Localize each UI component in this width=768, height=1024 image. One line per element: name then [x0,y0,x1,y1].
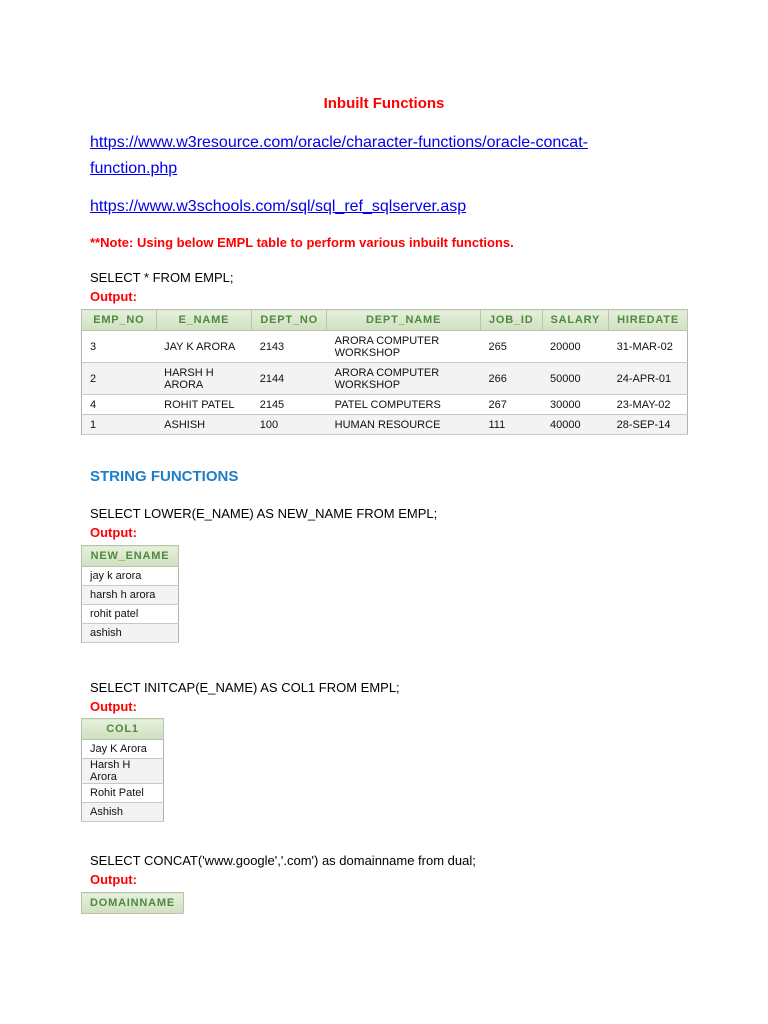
table-header-row [82,546,179,567]
table-cell: 4 [82,395,157,415]
table-cell: 50000 [542,363,609,395]
table-cell: Ashish [82,803,164,822]
table-header-row [82,893,184,914]
table-cell: JAY K ARORA [156,331,252,363]
table-cell: ARORA COMPUTER WORKSHOP [327,331,481,363]
output-label: Output: [90,289,137,304]
table-row [82,586,179,605]
w3schools-link[interactable]: https://www.w3schools.com/sql/sql_ref_sqlserver.asp [90,198,467,215]
table-cell: 265 [480,331,542,363]
output-label: Output: [90,699,137,714]
table-row [82,740,164,759]
column-header: E_NAME [156,310,252,331]
output-label: Output: [90,872,137,887]
query-initcap: SELECT INITCAP(E_NAME) AS COL1 FROM EMPL; [90,680,400,695]
table-header-row [82,310,688,331]
column-header: NEW_ENAME [82,546,179,567]
table-cell: 2143 [252,331,327,363]
table-row [82,415,688,435]
column-header: DOMAINNAME [82,893,184,914]
table-cell: 30000 [542,395,609,415]
section-heading: STRING FUNCTIONS [90,468,239,485]
table-cell: 31-MAR-02 [609,331,688,363]
page-title: Inbuilt Functions [323,95,445,112]
column-header: SALARY [542,310,609,331]
table-cell: 1 [82,415,157,435]
table-cell: ARORA COMPUTER WORKSHOP [327,363,481,395]
note-text: **Note: Using below EMPL table to perform various inbuilt functions. [90,235,514,250]
table-cell: 40000 [542,415,609,435]
table-cell: Rohit Patel [82,784,164,803]
column-header: HIREDATE [609,310,688,331]
query-concat: SELECT CONCAT('www.google','.com') as domainname from dual; [90,853,476,868]
table-cell: 100 [252,415,327,435]
table-cell: ROHIT PATEL [156,395,252,415]
table-cell: ASHISH [156,415,252,435]
table-row [82,624,179,643]
table-cell: ashish [82,624,179,643]
table-cell: 24-APR-01 [609,363,688,395]
concat-output-table [81,892,184,914]
table-cell: jay k arora [82,567,179,586]
table-cell: 3 [82,331,157,363]
table-cell: 20000 [542,331,609,363]
table-row [82,605,179,624]
table-cell: HUMAN RESOURCE [327,415,481,435]
table-cell: 2144 [252,363,327,395]
table-cell: rohit patel [82,605,179,624]
table-row [82,331,688,363]
table-cell: 2145 [252,395,327,415]
column-header: EMP_NO [82,310,157,331]
table-row [82,567,179,586]
table-row [82,803,164,822]
table-cell: 267 [480,395,542,415]
table-row [82,784,164,803]
table-row [82,395,688,415]
query-lower: SELECT LOWER(E_NAME) AS NEW_NAME FROM EMPL; [90,506,438,521]
table-cell: Harsh H Arora [82,759,164,784]
table-cell: Jay K Arora [82,740,164,759]
query-select-all: SELECT * FROM EMPL; [90,270,234,285]
w3resource-link[interactable]: https://www.w3resource.com/oracle/character-functions/oracle-concat-function.php [90,134,588,177]
table-cell: harsh h arora [82,586,179,605]
lower-output-table [81,545,179,643]
column-header: DEPT_NAME [327,310,481,331]
column-header: JOB_ID [480,310,542,331]
table-cell: 23-MAY-02 [609,395,688,415]
table-cell: 111 [480,415,542,435]
column-header: DEPT_NO [252,310,327,331]
column-header: COL1 [82,719,164,740]
table-cell: 266 [480,363,542,395]
initcap-output-table [81,718,164,822]
table-cell: 2 [82,363,157,395]
output-label: Output: [90,525,137,540]
table-header-row [82,719,164,740]
table-row [82,363,688,395]
table-row [82,759,164,784]
table-cell: 28-SEP-14 [609,415,688,435]
table-cell: PATEL COMPUTERS [327,395,481,415]
table-cell: HARSH H ARORA [156,363,252,395]
empl-table [81,309,688,435]
